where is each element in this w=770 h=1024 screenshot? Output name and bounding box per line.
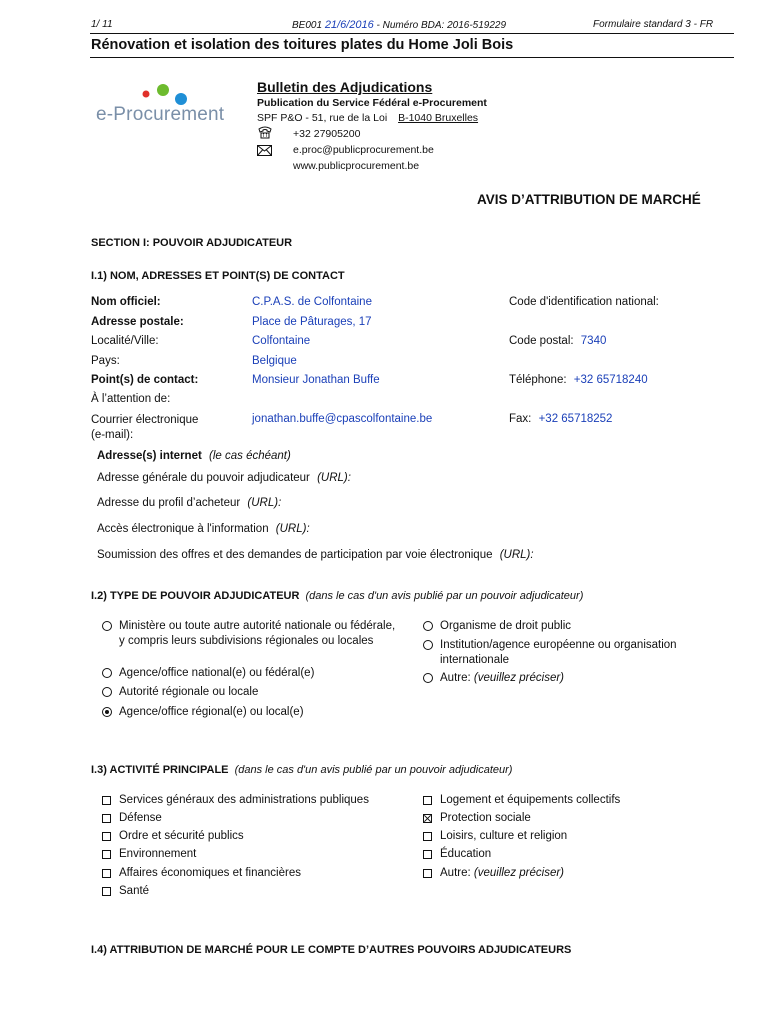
i3-autre-note: (veuillez préciser): [473, 867, 564, 879]
publisher-website[interactable]: www.publicprocurement.be: [293, 160, 420, 172]
fax: [509, 413, 612, 425]
telephone: [509, 374, 648, 386]
publication-service: Publication du Service Fédéral e-Procurement: [257, 97, 487, 109]
title-rule: [90, 57, 734, 58]
cp-label: Code postal:: [509, 335, 574, 347]
i3-option-label: Protection sociale: [440, 812, 531, 824]
page-number: 1/ 11: [91, 19, 113, 30]
url-acces-label: Accès électronique à l'information: [97, 523, 269, 535]
url-soumission-label: Soumission des offres et des demandes de participation par voie électronique: [97, 549, 493, 561]
adresse-label: Adresse postale:: [91, 316, 184, 328]
i3-option-label: Ordre et sécurité publics: [119, 830, 244, 842]
checkbox-icon[interactable]: [102, 814, 111, 823]
notice-reference: [292, 19, 506, 31]
e-procurement-logo: [96, 82, 226, 132]
adresse-value: Place de Pâturages, 17: [252, 316, 372, 328]
i2-option[interactable]: [102, 685, 402, 700]
i3-option-label: Santé: [119, 885, 150, 897]
fax-value: +32 65718252: [538, 413, 613, 425]
i2-autre-label: Autre:: [440, 672, 471, 684]
i3-option-label: Environnement: [119, 848, 197, 860]
i2-option-label: Institution/agence européenne ou organisation internationale: [440, 639, 677, 666]
publisher-phone: +32 27905200: [293, 128, 361, 140]
i3-option-label: Services généraux des administrations publiques: [119, 794, 369, 806]
code-postal: [509, 335, 606, 347]
i2-option-label: Organisme de droit public: [440, 620, 572, 632]
url-soumission: [97, 549, 534, 561]
url-general-tag: (URL):: [317, 472, 351, 484]
checkbox-icon[interactable]: [102, 887, 111, 896]
i3-option[interactable]: [102, 884, 412, 899]
i3-option-label: Défense: [119, 812, 162, 824]
i2-option[interactable]: [423, 638, 723, 668]
i2-option[interactable]: [102, 619, 402, 649]
i1-title: I.1) NOM, ADRESSES ET POINT(S) DE CONTACT: [91, 270, 345, 282]
i2-option[interactable]: [102, 666, 402, 681]
radio-icon[interactable]: [102, 668, 112, 678]
url-soumission-tag: (URL):: [499, 549, 534, 561]
checkbox-icon[interactable]: [102, 850, 111, 859]
radio-icon[interactable]: [102, 687, 112, 697]
i3-option-label: [423, 866, 723, 881]
contact-label: Point(s) de contact:: [91, 374, 199, 386]
logo-text: e-Procurement: [96, 104, 225, 125]
fax-label: Fax:: [509, 413, 532, 425]
i2-note: (dans le cas d'un avis publié par un pouvoir adjudicateur): [305, 590, 584, 602]
checkbox-icon[interactable]: [423, 869, 432, 878]
publication-date: 21/6/2016: [324, 19, 374, 31]
i3-option-label: Éducation: [440, 848, 492, 860]
checkbox-icon[interactable]: [423, 850, 432, 859]
phone-icon: [257, 126, 273, 142]
i2-autre-note: (veuillez préciser): [473, 672, 564, 684]
i2-option-label: Agence/office régional(e) ou local(e): [119, 706, 304, 718]
internet-label: Adresse(s) internet: [97, 450, 202, 462]
i2-option-label: Ministère ou toute autre autorité nationale ou fédérale, y compris leurs subdivisions régionales ou locales: [119, 620, 396, 647]
i3-option[interactable]: [102, 866, 412, 881]
url-general: [97, 472, 351, 484]
i2-option[interactable]: [423, 619, 723, 634]
pays-value: Belgique: [252, 355, 297, 367]
i3-heading: [91, 764, 512, 776]
i2-title: I.2) TYPE DE POUVOIR ADJUDICATEUR: [91, 590, 300, 602]
i3-title: I.3) ACTIVITÉ PRINCIPALE: [91, 764, 229, 776]
radio-icon[interactable]: [423, 640, 433, 650]
checkbox-checked-icon[interactable]: [423, 814, 432, 823]
address-street: SPF P&O - 51, rue de la Loi: [257, 112, 388, 124]
checkbox-icon[interactable]: [102, 869, 111, 878]
i3-option-label: Affaires économiques et financières: [119, 867, 301, 879]
notice-title: AVIS D’ATTRIBUTION DE MARCHÉ: [477, 192, 701, 207]
tel-label: Téléphone:: [509, 374, 567, 386]
i3-option[interactable]: [102, 847, 412, 862]
i2-option-label: [423, 671, 723, 686]
courrier-label-line1: Courrier électronique: [91, 414, 199, 426]
pays-label: Pays:: [91, 355, 120, 367]
i3-option[interactable]: [102, 811, 412, 826]
url-profil-label: Adresse du profil d’acheteur: [97, 497, 241, 509]
publisher-email[interactable]: e.proc@publicprocurement.be: [293, 144, 434, 156]
section-title: SECTION I: POUVOIR ADJUDICATEUR: [91, 237, 293, 249]
i3-note: (dans le cas d'un avis publié par un pouvoir adjudicateur): [234, 764, 513, 776]
bulletin-title: Bulletin des Adjudications: [257, 79, 433, 95]
attention-label: À l’attention de:: [91, 393, 171, 405]
header-rule: [90, 33, 734, 34]
url-profil-tag: (URL):: [247, 497, 282, 509]
checkbox-icon[interactable]: [102, 832, 111, 841]
form-type: Formulaire standard 3 - FR: [593, 19, 714, 30]
nom-value: C.P.A.S. de Colfontaine: [252, 296, 372, 308]
radio-icon[interactable]: [423, 621, 433, 631]
i3-autre-label: Autre:: [440, 867, 471, 879]
i3-option[interactable]: [423, 866, 723, 881]
document-title: Rénovation et isolation des toitures plates du Home Joli Bois: [91, 37, 514, 53]
i2-heading: [91, 590, 583, 602]
tel-value: +32 65718240: [573, 374, 648, 386]
i3-option[interactable]: [423, 793, 723, 808]
reference-prefix: BE001: [292, 20, 323, 31]
courrier-value[interactable]: jonathan.buffe@cpascolfontaine.be: [252, 413, 433, 425]
contact-value: Monsieur Jonathan Buffe: [252, 374, 380, 386]
i2-option[interactable]: [102, 705, 402, 720]
email-icon: [257, 145, 272, 159]
i3-option[interactable]: [423, 811, 723, 826]
cp-value: 7340: [580, 335, 607, 347]
checkbox-icon[interactable]: [102, 796, 111, 805]
courrier-label: [91, 413, 198, 443]
i2-option-label: Autorité régionale ou locale: [119, 686, 259, 698]
i3-option-label: Loisirs, culture et religion: [440, 830, 568, 842]
id-label: Code d'identification national:: [509, 296, 659, 308]
nom-label: Nom officiel:: [91, 296, 161, 308]
i2-option[interactable]: [423, 671, 723, 686]
i3-option[interactable]: [102, 793, 412, 808]
i2-option-label: Agence/office national(e) ou fédéral(e): [119, 667, 315, 679]
publisher-address: [257, 112, 478, 124]
checkbox-icon[interactable]: [423, 832, 432, 841]
localite-label: Localité/Ville:: [91, 335, 159, 347]
bda-number: - Numéro BDA: 2016-519229: [376, 20, 507, 31]
url-general-label: Adresse générale du pouvoir adjudicateur: [97, 472, 310, 484]
checkbox-icon[interactable]: [423, 796, 432, 805]
internet-note: (le cas échéant): [209, 450, 291, 462]
i3-option-label: Logement et équipements collectifs: [440, 794, 621, 806]
i3-option[interactable]: [102, 829, 412, 844]
i3-option[interactable]: [423, 847, 723, 862]
courrier-label-line2: (e-mail):: [91, 429, 134, 441]
localite-value: Colfontaine: [252, 335, 311, 347]
url-acces: [97, 523, 310, 535]
url-acces-tag: (URL):: [275, 523, 310, 535]
address-city: B-1040 Bruxelles: [398, 112, 479, 124]
i3-option[interactable]: [423, 829, 723, 844]
radio-icon[interactable]: [102, 621, 112, 631]
url-profil: [97, 497, 281, 509]
i4-title: I.4) ATTRIBUTION DE MARCHÉ POUR LE COMPTE D’AUTRES POUVOIRS ADJUDICATEURS: [91, 944, 572, 956]
internet-heading: [97, 450, 291, 462]
radio-icon[interactable]: [423, 673, 433, 683]
radio-selected-icon[interactable]: [102, 707, 112, 717]
